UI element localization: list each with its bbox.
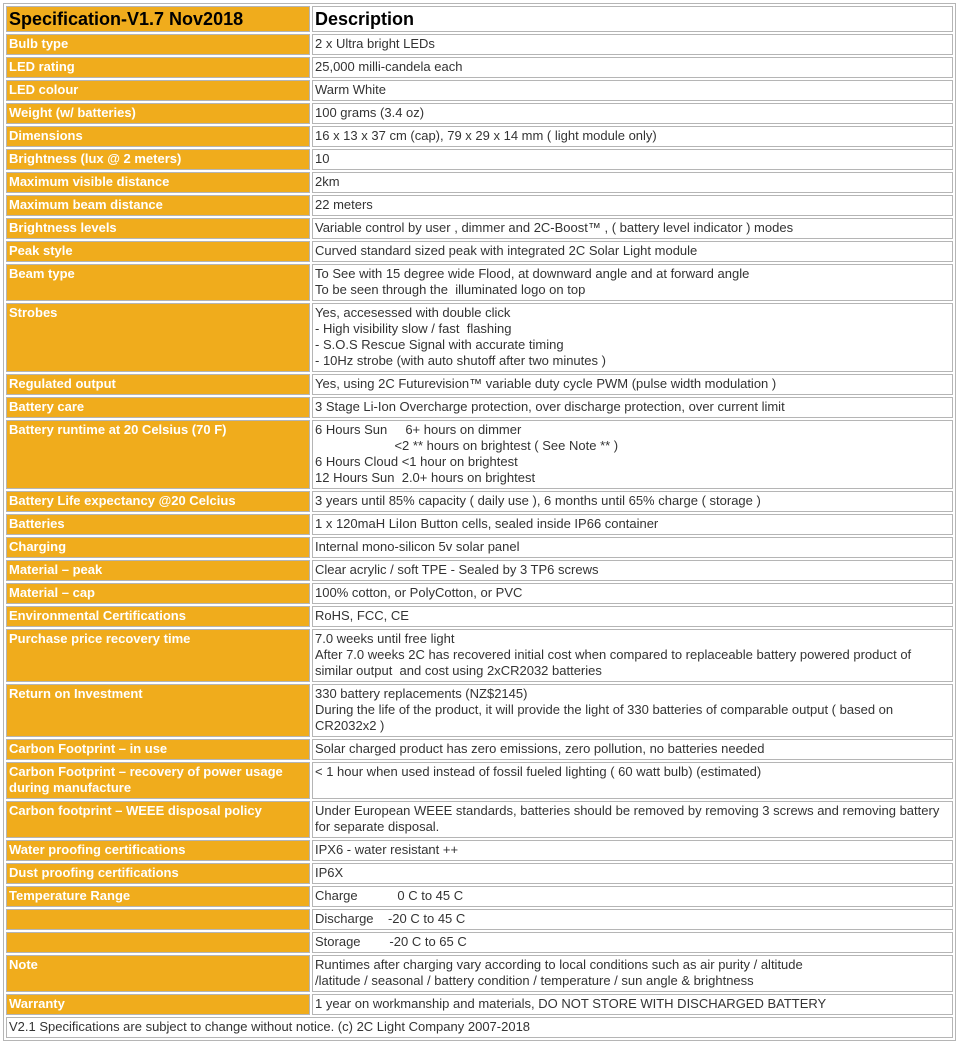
- table-row: [6, 241, 953, 262]
- table-row: [6, 34, 953, 55]
- spec-value-cell: Storage -20 C to 65 C: [312, 932, 953, 953]
- spec-value-cell: Under European WEEE standards, batteries should be removed by removing 3 screws and removing battery for separate disposal.: [312, 801, 953, 838]
- spec-label-cell: Material – cap: [6, 583, 310, 604]
- table-row: [6, 397, 953, 418]
- table-row: [6, 863, 953, 884]
- spec-label-cell: Charging: [6, 537, 310, 558]
- spec-label-cell: Battery runtime at 20 Celsius (70 F): [6, 420, 310, 489]
- spec-label-cell: Brightness levels: [6, 218, 310, 239]
- spec-value-cell: Clear acrylic / soft TPE - Sealed by 3 TP6 screws: [312, 560, 953, 581]
- table-row: [6, 560, 953, 581]
- table-row: [6, 909, 953, 930]
- spec-label-cell: Beam type: [6, 264, 310, 301]
- spec-value-cell: 100 grams (3.4 oz): [312, 103, 953, 124]
- table-row: [6, 149, 953, 170]
- spec-label-cell: Carbon Footprint – recovery of power usage during manufacture: [6, 762, 310, 799]
- spec-label-cell: Batteries: [6, 514, 310, 535]
- table-row: [6, 126, 953, 147]
- table-row: [6, 932, 953, 953]
- spec-value-cell: Internal mono-silicon 5v solar panel: [312, 537, 953, 558]
- spec-value-cell: 3 Stage Li-Ion Overcharge protection, over discharge protection, over current limit: [312, 397, 953, 418]
- table-row: [6, 583, 953, 604]
- table-row: [6, 994, 953, 1015]
- spec-value-cell: 100% cotton, or PolyCotton, or PVC: [312, 583, 953, 604]
- table-row: [6, 840, 953, 861]
- spec-label-cell: Regulated output: [6, 374, 310, 395]
- spec-label-cell: Note: [6, 955, 310, 992]
- footer-notice: V2.1 Specifications are subject to change without notice. (c) 2C Light Company 2007-2018: [6, 1017, 953, 1038]
- spec-label-cell: Maximum visible distance: [6, 172, 310, 193]
- spec-value-cell: Variable control by user , dimmer and 2C-Boost™ , ( battery level indicator ) modes: [312, 218, 953, 239]
- table-row: [6, 491, 953, 512]
- spec-value-cell: 7.0 weeks until free light After 7.0 weeks 2C has recovered initial cost when compared to replaceable battery powered product of similar output and cost using 2xCR2032 batteries: [312, 629, 953, 682]
- spec-value-cell: Warm White: [312, 80, 953, 101]
- spec-value-cell: Charge 0 C to 45 C: [312, 886, 953, 907]
- spec-value-cell: 10: [312, 149, 953, 170]
- spec-value-cell: 2 x Ultra bright LEDs: [312, 34, 953, 55]
- spec-value-cell: 6 Hours Sun 6+ hours on dimmer <2 ** hours on brightest ( See Note ** ) 6 Hours Cloud <1 hour on brightest 12 Hours Sun 2.0+ hours on brightest: [312, 420, 953, 489]
- spec-label-cell: Strobes: [6, 303, 310, 372]
- spec-value-cell: IP6X: [312, 863, 953, 884]
- spec-label-cell: [6, 932, 310, 953]
- table-row: [6, 684, 953, 737]
- spec-label-cell: Carbon Footprint – in use: [6, 739, 310, 760]
- footer-row: [6, 1017, 953, 1038]
- spec-value-cell: 1 year on workmanship and materials, DO NOT STORE WITH DISCHARGED BATTERY: [312, 994, 953, 1015]
- table-row: [6, 420, 953, 489]
- spec-value-cell: 3 years until 85% capacity ( daily use ), 6 months until 65% charge ( storage ): [312, 491, 953, 512]
- table-row: [6, 739, 953, 760]
- spec-label-cell: Peak style: [6, 241, 310, 262]
- spec-value-cell: Curved standard sized peak with integrated 2C Solar Light module: [312, 241, 953, 262]
- spec-label-cell: Water proofing certifications: [6, 840, 310, 861]
- spec-value-cell: To See with 15 degree wide Flood, at downward angle and at forward angle To be seen through the illuminated logo on top: [312, 264, 953, 301]
- spec-version-header: Specification-V1.7 Nov2018: [6, 6, 310, 32]
- table-row: [6, 374, 953, 395]
- spec-label-cell: Weight (w/ batteries): [6, 103, 310, 124]
- spec-value-cell: 2km: [312, 172, 953, 193]
- spec-label-cell: Dust proofing certifications: [6, 863, 310, 884]
- table-row: [6, 514, 953, 535]
- table-header-row: [6, 6, 953, 32]
- table-row: [6, 57, 953, 78]
- spec-label-cell: Maximum beam distance: [6, 195, 310, 216]
- table-row: [6, 606, 953, 627]
- table-row: [6, 103, 953, 124]
- spec-label-cell: Bulb type: [6, 34, 310, 55]
- specification-table-body: [6, 6, 953, 1015]
- spec-value-cell: Runtimes after charging vary according to local conditions such as air purity / altitude /latitude / seasonal / battery condition / temperature / sun angle & brightness: [312, 955, 953, 992]
- spec-value-cell: < 1 hour when used instead of fossil fueled lighting ( 60 watt bulb) (estimated): [312, 762, 953, 799]
- spec-label-cell: Temperature Range: [6, 886, 310, 907]
- spec-label-cell: Battery care: [6, 397, 310, 418]
- spec-label-cell: Warranty: [6, 994, 310, 1015]
- spec-value-cell: 25,000 milli-candela each: [312, 57, 953, 78]
- spec-value-cell: Discharge -20 C to 45 C: [312, 909, 953, 930]
- spec-value-cell: 22 meters: [312, 195, 953, 216]
- spec-value-cell: 16 x 13 x 37 cm (cap), 79 x 29 x 14 mm ( light module only): [312, 126, 953, 147]
- table-row: [6, 264, 953, 301]
- table-row: [6, 801, 953, 838]
- spec-label-cell: Material – peak: [6, 560, 310, 581]
- spec-label-cell: Environmental Certifications: [6, 606, 310, 627]
- table-row: [6, 303, 953, 372]
- spec-value-cell: RoHS, FCC, CE: [312, 606, 953, 627]
- spec-label-cell: LED colour: [6, 80, 310, 101]
- table-row: [6, 762, 953, 799]
- spec-label-cell: Dimensions: [6, 126, 310, 147]
- spec-label-cell: LED rating: [6, 57, 310, 78]
- spec-label-cell: Battery Life expectancy @20 Celcius: [6, 491, 310, 512]
- spec-value-cell: 330 battery replacements (NZ$2145) During the life of the product, it will provide the light of 330 batteries of comparable output ( based on CR2032x2 ): [312, 684, 953, 737]
- spec-label-cell: Carbon footprint – WEEE disposal policy: [6, 801, 310, 838]
- spec-label-cell: [6, 909, 310, 930]
- spec-value-cell: 1 x 120maH LiIon Button cells, sealed inside IP66 container: [312, 514, 953, 535]
- spec-value-cell: Solar charged product has zero emissions, zero pollution, no batteries needed: [312, 739, 953, 760]
- description-header: Description: [312, 6, 953, 32]
- table-row: [6, 537, 953, 558]
- spec-table-container: [3, 3, 956, 1041]
- table-row: [6, 955, 953, 992]
- spec-value-cell: IPX6 - water resistant ++: [312, 840, 953, 861]
- specification-table: [3, 3, 956, 1041]
- table-row: [6, 218, 953, 239]
- table-row: [6, 886, 953, 907]
- spec-label-cell: Return on Investment: [6, 684, 310, 737]
- spec-label-cell: Purchase price recovery time: [6, 629, 310, 682]
- spec-label-cell: Brightness (lux @ 2 meters): [6, 149, 310, 170]
- table-row: [6, 172, 953, 193]
- spec-value-cell: Yes, using 2C Futurevision™ variable duty cycle PWM (pulse width modulation ): [312, 374, 953, 395]
- spec-value-cell: Yes, accesessed with double click - High visibility slow / fast flashing - S.O.S Rescue Signal with accurate timing - 10Hz strobe (with auto shutoff after two minutes ): [312, 303, 953, 372]
- table-row: [6, 629, 953, 682]
- table-row: [6, 80, 953, 101]
- table-row: [6, 195, 953, 216]
